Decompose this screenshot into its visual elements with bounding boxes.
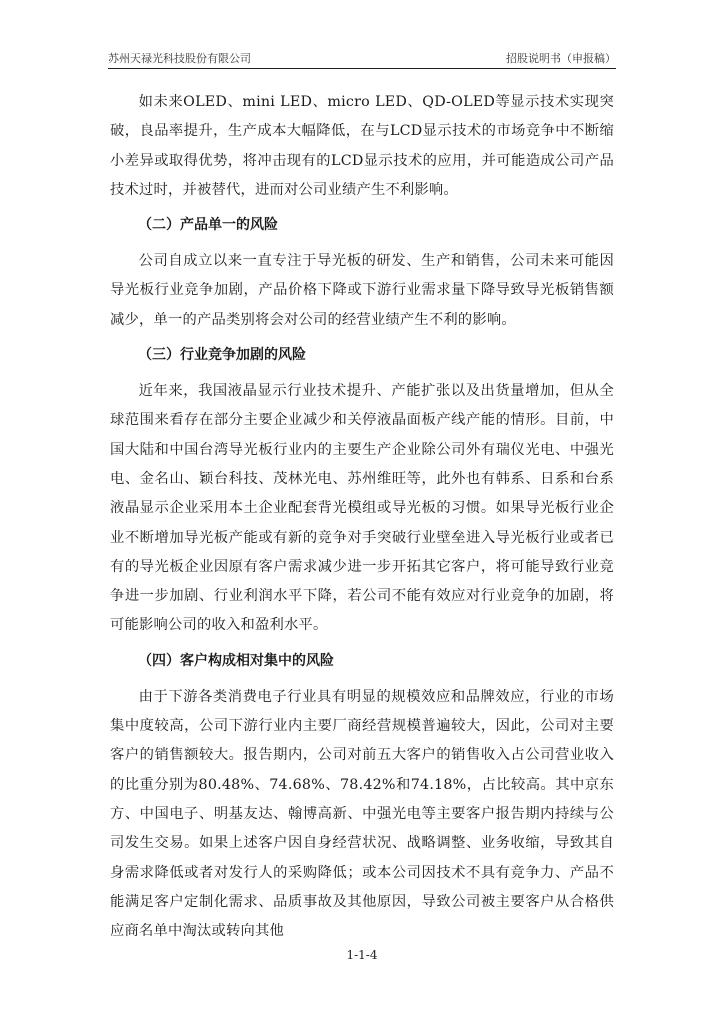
industry-competition-risk-paragraph: 近年来，我国液晶显示行业技术提升、产能扩张以及出货量增加，但从全球范围来看存在部分主要企业减少和关停液晶面板产线产能的情形。目前，中国大陆和中国台湾导光板行业内的主要生产企业除公司外有瑞仪光电、中强光电、金名山、颖台科技、茂林光电、苏州维旺等，此外也有韩系、日系和台系液晶显示企业采用本土企业配套背光模组或导光板的习惯。如果导光板行业企业不断增加导光板产能或有新的竞争对手突破行业壁垒进入导光板行业或者已有的导光板企业因原有客户需求减少进一步开拓其它客户，将可能导致行业竞争进一步加剧、行业利润水平下降，若公司不能有效应对行业竞争的加剧，将可能影响公司的收入和盈利水平。 bbox=[110, 383, 614, 634]
header-company-name: 苏州天禄光科技股份有限公司 bbox=[108, 52, 251, 65]
page-number: 1-1-4 bbox=[346, 948, 378, 962]
section-heading-customer-concentration-risk: （四）客户构成相对集中的风险 bbox=[138, 652, 334, 669]
single-product-risk-paragraph: 公司自成立以来一直专注于导光板的研发、生产和销售，公司未来可能因导光板行业竞争加剧，产品价格下降或下游行业需求量下降导致导光板销售额减少，单一的产品类别将会对公司的经营业绩产生不利的影响。 bbox=[110, 253, 614, 328]
header-document-title: 招股说明书（申报稿） bbox=[506, 52, 616, 65]
risk-paragraph-display-technology: 如未来OLED、mini LED、micro LED、QD-OLED等显示技术实现突破，良品率提升，生产成本大幅降低，在与LCD显示技术的市场竞争中不断缩小差异或取得优势，将冲击现有的LCD显示技术的应用，并可能造成公司产品技术过时，并被替代，进而对公司业绩产生不利影响。 bbox=[110, 94, 614, 198]
page-header bbox=[108, 50, 616, 66]
section-heading-industry-competition-risk: （三）行业竞争加剧的风险 bbox=[138, 347, 306, 364]
document-body bbox=[110, 88, 614, 952]
header-divider bbox=[108, 68, 616, 69]
customer-concentration-risk-paragraph: 由于下游各类消费电子行业具有明显的规模效应和品牌效应，行业的市场集中度较高，公司下游行业内主要厂商经营规模普遍较大，因此，公司对主要客户的销售额较大。报告期内，公司对前五大客户的销售收入占公司营业收入的比重分别为80.48%、74.68%、78.42%和74.18%，占比较高。其中京东方、中国电子、明基友达、翰博高新、中强光电等主要客户报告期内持续与公司发生交易。如果上述客户因自身经营状况、战略调整、业务收缩，导致其自身需求降低或者对发行人的采购降低；或本公司因技术不具有竞争力、产品不能满足客户定制化需求、品质事故及其他原因，导致公司被主要客户从合格供应商名单中淘汰或转向其他 bbox=[110, 688, 614, 940]
section-heading-single-product-risk: （二）产品单一的风险 bbox=[138, 217, 278, 234]
